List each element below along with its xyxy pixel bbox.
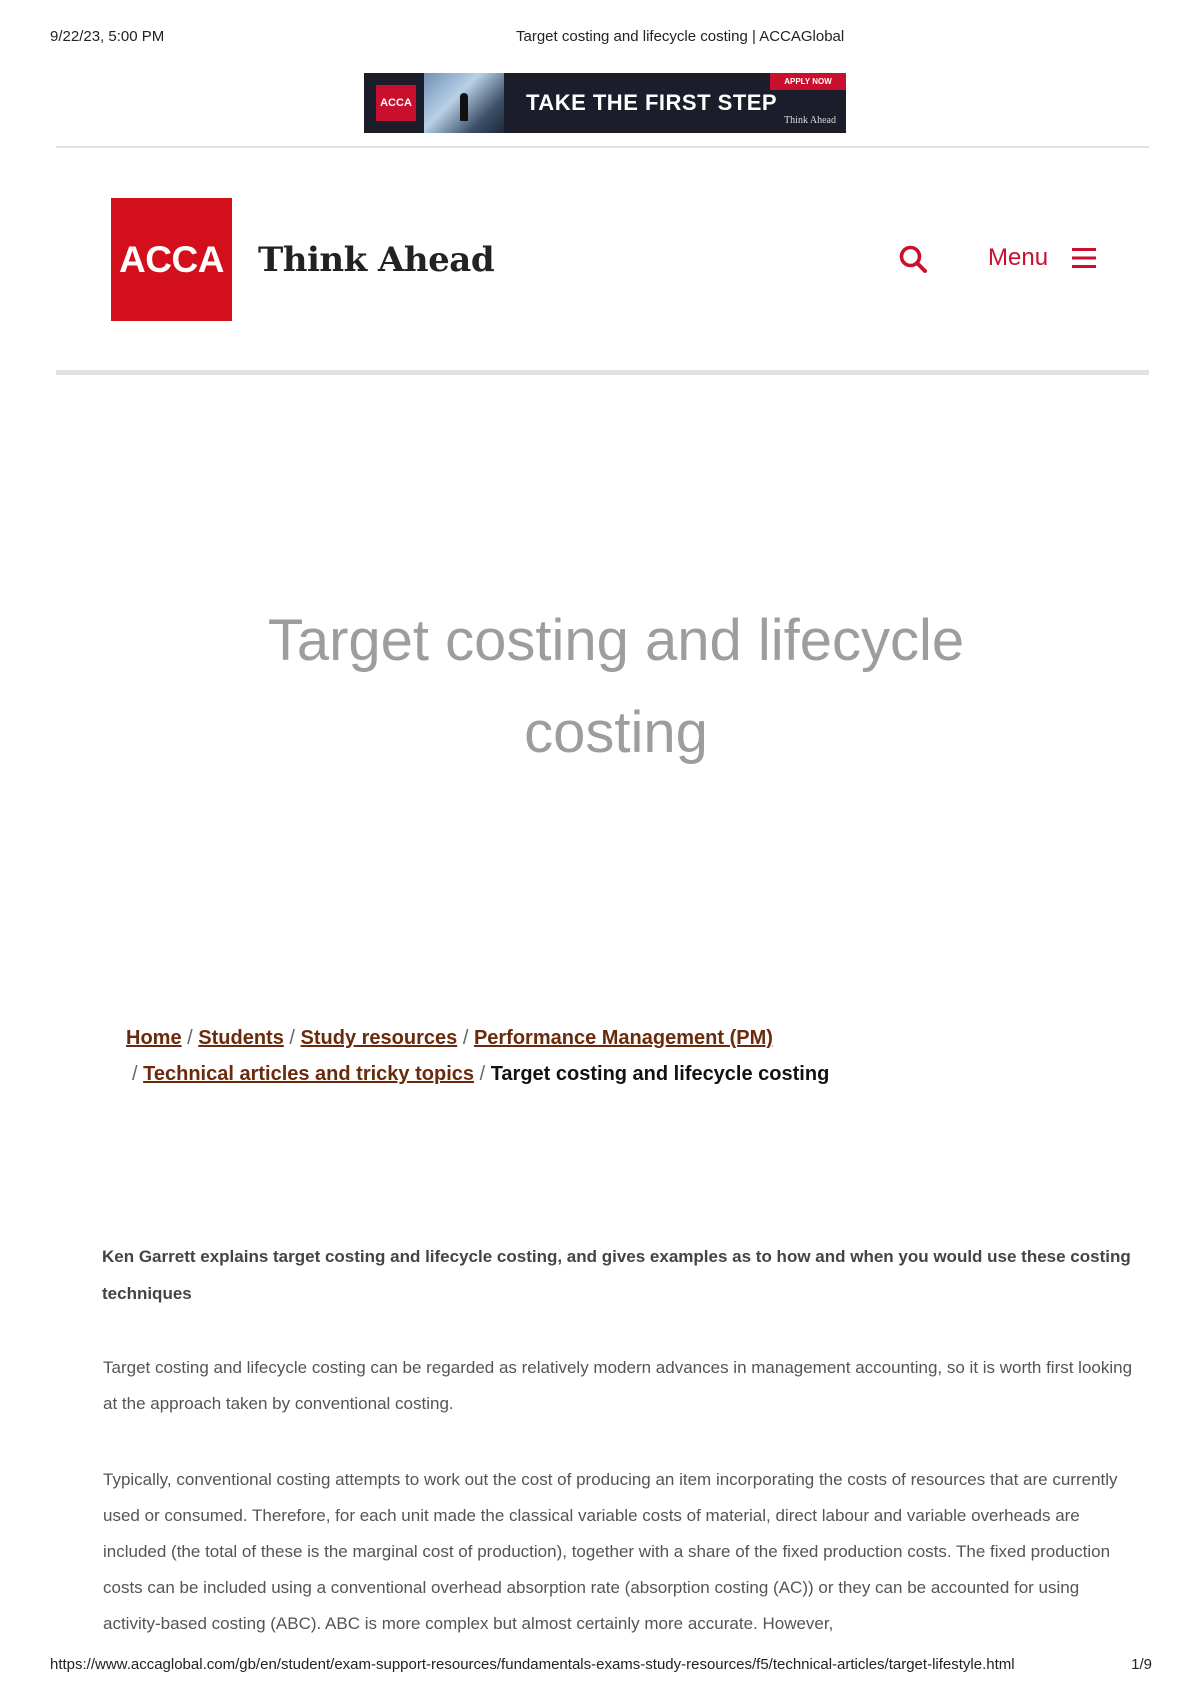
article-paragraph: Target costing and lifecycle costing can be regarded as relatively modern advances in management accounting, so it is worth first looking at the approach taken by conventional costing.: [103, 1358, 1133, 1413]
hamburger-icon: [1072, 246, 1098, 270]
breadcrumb-technical-articles[interactable]: Technical articles and tricky topics: [143, 1063, 474, 1085]
page-title-line2: costing: [524, 700, 708, 765]
article-intro: Ken Garrett explains target costing and lifecycle costing, and gives examples as to how and when you would use these costing techniques: [102, 1247, 1131, 1303]
search-icon: [898, 244, 928, 274]
menu-button[interactable]: [988, 244, 1098, 272]
page-title-line1: Target costing and lifecycle: [267, 608, 965, 673]
breadcrumb-current: Target costing and lifecycle costing: [490, 1063, 830, 1085]
print-page-number: 1/9: [1131, 1656, 1152, 1673]
header-divider-top: [56, 146, 1149, 148]
ad-banner[interactable]: [364, 73, 846, 133]
ad-tagline: Think Ahead: [784, 115, 836, 126]
breadcrumb-students[interactable]: Students: [198, 1027, 284, 1049]
breadcrumb-performance-management[interactable]: Performance Management (PM): [473, 1027, 773, 1049]
ad-mountain-image: [424, 73, 504, 133]
breadcrumb-separator: /: [187, 1027, 193, 1049]
ad-headline: TAKE THE FIRST STEP: [526, 90, 778, 115]
print-url: https://www.accaglobal.com/gb/en/student/exam-support-resources/fundamentals-exams-study-resources/f5/technical-articles/target-lifestyle.html: [50, 1656, 1015, 1673]
breadcrumb-separator: /: [462, 1027, 469, 1049]
site-tagline: Think Ahead: [258, 240, 495, 280]
header-divider-bottom: [56, 370, 1149, 375]
ad-person-figure: [460, 93, 468, 121]
breadcrumb-separator: /: [479, 1063, 486, 1085]
article-paragraph: Typically, conventional costing attempts to work out the cost of producing an item incorporating the costs of resources that are currently used or consumed. Therefore, for each unit made the classical variable costs of material, direct labour and variable overheads are included (the total of these is the marginal cost of production), together with a share of the fixed production costs. The fixed production costs can be included using a conventional overhead absorption rate (absorption costing (AC)) or they can be accounted for using activity-based costing (ABC). ABC is more complex but almost certainly more accurate. However,: [103, 1470, 1118, 1633]
print-datetime: 9/22/23, 5:00 PM: [50, 28, 165, 45]
ad-apply-button[interactable]: APPLY NOW: [770, 73, 846, 90]
search-button[interactable]: [898, 244, 932, 278]
page-title: [200, 595, 1032, 779]
ad-acca-logo: ACCA: [376, 85, 416, 121]
breadcrumb-separator: /: [132, 1063, 138, 1085]
menu-label: Menu: [988, 244, 1049, 271]
print-page-title: Target costing and lifecycle costing | ACCAGlobal: [516, 28, 845, 45]
breadcrumb: [126, 1020, 886, 1092]
acca-logo[interactable]: ACCA: [111, 198, 232, 321]
breadcrumb-study-resources[interactable]: Study resources: [300, 1027, 458, 1049]
breadcrumb-separator: /: [289, 1027, 295, 1049]
breadcrumb-home[interactable]: Home: [126, 1027, 182, 1049]
